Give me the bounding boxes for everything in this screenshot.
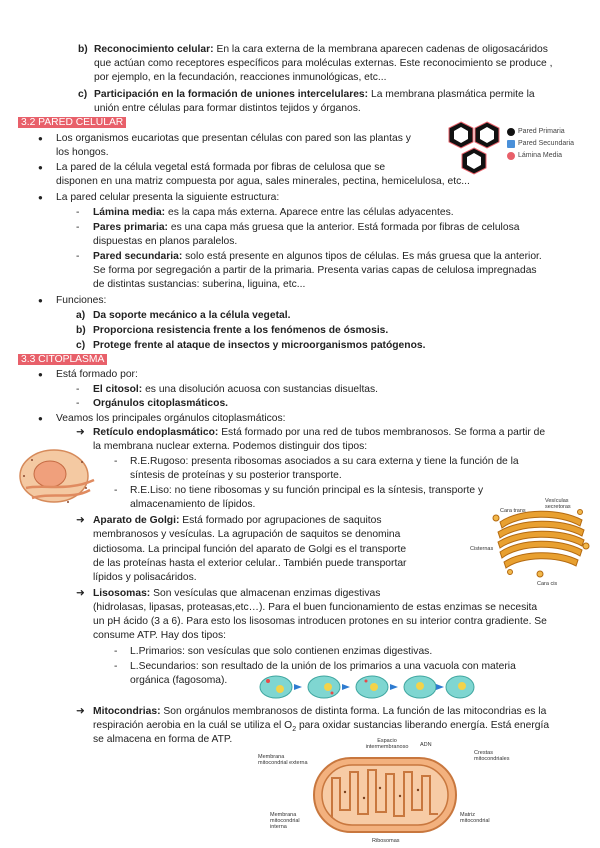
dash-icon: - [114,646,118,657]
line: de las proteínas hasta el exterior celular.. También puede transportar [93,558,407,569]
figure-label: Crestas mitocondriales [474,750,510,762]
arrow-icon: ➜ [76,706,85,717]
legend-label: Pared Primaria [518,128,565,136]
dash-icon: - [76,384,80,395]
legend-item [507,126,574,138]
bullet-icon: ● [38,370,43,379]
bullet-icon: ● [38,163,43,172]
line: Veamos los principales orgánulos citoplasmáticos: [56,413,286,424]
sub-item [93,383,378,396]
figure-label: Vesículas secretoras [545,498,571,510]
line: los hongos. [56,147,109,158]
bullet-icon: ● [38,134,43,143]
line: dictiosoma. La principal función del aparato de Golgi es el transporte [93,544,407,555]
marker: b) [78,44,88,55]
sub-item: Orgánulos citoplasmáticos. [93,398,229,409]
line: membranosos y vesículas. La agrupación de saquitos se denomina [93,529,401,540]
figure-label: Cara cis [537,581,558,587]
line: Se forma por segregación a partir de la primaria. Presenta varias capas de celulosa impregnadas [93,265,537,276]
legend [507,126,574,162]
item-title: Pares primaria: [93,222,168,233]
item-text: Está formado por una red de tubos membranosos. Se forma a partir de [221,427,546,438]
line: Está formado por: [56,369,138,380]
sub-item [93,206,454,219]
item-title: Lisosomas: [93,588,151,599]
reticulum-figure [12,440,104,512]
line: Funciones: [56,295,107,306]
line: almacenamiento de lípidos. [130,499,256,510]
organelle-lisosomas [93,587,380,600]
item-text: es la capa más externa. Aparece entre las células adyacentes. [167,207,454,218]
cell-wall-figure [443,120,505,178]
membrana-item-b [78,43,88,56]
heading-label: 3.2 PARED CELULAR [18,117,126,128]
line: la membrana nuclear externa. Podemos distinguir dos tipos: [93,441,368,452]
swatch-icon [507,152,515,160]
swatch-icon [507,140,515,148]
marker: c) [78,89,88,100]
item-text: Son vesículas que almacenan enzimas digestivas [153,588,381,599]
sub-item [93,221,519,234]
lysosome-sequence-figure [258,673,476,701]
line: se almacena en forma de ATP. [93,734,233,745]
dash-icon: - [76,222,80,233]
legend-item [507,150,574,162]
line: unión entre células para formar distintos tejidos y órganos. [94,103,361,114]
line: dispuestas en planos paralelos. [93,236,238,247]
item-title: Retículo endoplasmático: [93,427,219,438]
line: Los organismos eucariotas que presentan células con pared son las plantas y [56,133,411,144]
item-text: solo está presente en algunos tipos de células. Es más gruesa que la anterior. [185,251,542,262]
dash-icon: - [114,456,118,467]
arrow-icon: ➜ [76,588,85,599]
swatch-icon [507,128,515,136]
item-title: Lámina media: [93,207,166,218]
line: de distintas sustancias: suberina, liguina, etc... [93,279,306,290]
legend-item [507,138,574,150]
funcion-a: Da soporte mecánico a la célula vegetal. [93,310,291,321]
sub-item [93,250,542,263]
marker: b) [76,325,86,336]
figure-label: Cara trans [500,508,526,514]
item-title: Reconocimiento celular: [94,44,214,55]
item-title: Participación en la formación de uniones intercelulares: [94,89,369,100]
bullet-icon: ● [38,414,43,423]
line: L.Secundarios: son resultado de la unión de los primarios a una vacuola con materia [130,661,516,672]
item-text: es una capa más gruesa que la anterior. Está formada por fibras de celulosa [170,222,520,233]
line: síntesis de proteínas y su posterior transporte. [130,470,342,481]
line: L.Primarios: son vesículas que solo contienen enzimas digestivas. [130,646,433,657]
dash-icon: - [76,251,80,262]
item-title: El citosol: [93,384,143,395]
item-text: Son orgánulos membranosos de distinta forma. La función de las mitocondrias es la [163,706,547,717]
line: R.E.Liso: no tiene ribosomas y su función principal es la síntesis, transporte y [130,485,484,496]
line: que actúan como receptores específicos para moléculas externas. Este reconocimiento se produce , [94,58,553,69]
arrow-icon: ➜ [76,515,85,526]
line: lípidos y polisacáridos. [93,572,197,583]
legend-label: Pared Secundaria [518,140,575,148]
text-part: respiración aerobia en la cuál se utiliza el O [93,720,293,731]
item-text: En la cara externa de la membrana aparecen cadenas de oligosacáridos [216,44,548,55]
line: consume ATP. Hay dos tipos: [93,630,226,641]
dash-icon: - [76,207,80,218]
item-title: Mitocondrias: [93,706,161,717]
marker: a) [76,310,86,321]
line: La pared celular presenta la siguiente estructura: [56,192,280,203]
line: un pH ácido (3 a 6). Para esto los lisosomas introducen protones en su interior contra gradiente. Se [93,616,547,627]
figure-label: Ribosomas [372,838,400,844]
dash-icon: - [76,398,80,409]
line: R.E.Rugoso: presenta ribosomas asociados a su cara externa y tiene la función de la [130,456,519,467]
bullet-icon: ● [38,296,43,305]
subscript: 2 [292,726,297,734]
line: La pared de la célula vegetal está formada por fibras de celulosa que se [56,162,386,173]
figure-label: Membrana mitocondrial interna [270,812,300,830]
item-text: Está formado por agrupaciones de saquitos [182,515,382,526]
line: (hidrolasas, lipasas, proteasas,etc…). Para el buen funcionamiento de estas enzimas se necesita [93,602,538,613]
organelle-mitocondrias [93,705,598,718]
item-text: La membrana plasmática permite la [370,89,535,100]
dash-icon: - [114,485,118,496]
membrana-item-c-text [94,88,594,101]
figure-label: Cisternas [470,546,494,552]
section-heading-citoplasma [18,353,107,366]
item-text: es una disolución acuosa con sustancias disueltas. [145,384,379,395]
figure-label: Membrana mitocondrial externa [258,754,308,766]
marker: c) [76,340,86,351]
organelle-golgi [93,514,381,527]
arrow-icon: ➜ [76,427,85,438]
bullet-icon: ● [38,193,43,202]
funcion-c: Protege frente al ataque de insectos y microorganismos patógenos. [93,340,426,351]
section-heading-pared [18,116,126,129]
heading-label: 3.3 CITOPLASMA [18,354,107,365]
text-part: para oxidar sustancias liberando energía. Está energía [296,720,550,731]
organelle-re [93,426,593,439]
legend-label: Lámina Media [518,152,562,160]
figure-label: Espacio intermembranoso [365,738,409,750]
item-title: Aparato de Golgi: [93,515,180,526]
figure-label: Matriz mitocondrial [460,812,490,824]
funcion-b: Proporciona resistencia frente a los fenómenos de ósmosis. [93,325,389,336]
dash-icon: - [114,661,118,672]
line: orgánica (fagosoma). [130,675,228,686]
figure-label: ADN [420,742,432,748]
membrana-item-b-text [94,43,594,56]
item-title: Pared secundaria: [93,251,183,262]
mitochondrion-figure [310,752,460,838]
line: por ejemplo, en la fecundación, reacciones inmunológicas, etc... [94,72,387,83]
line: disponen en una matriz compuesta por agua, sales minerales, pectina, hemicelulosa, etc... [56,176,470,187]
